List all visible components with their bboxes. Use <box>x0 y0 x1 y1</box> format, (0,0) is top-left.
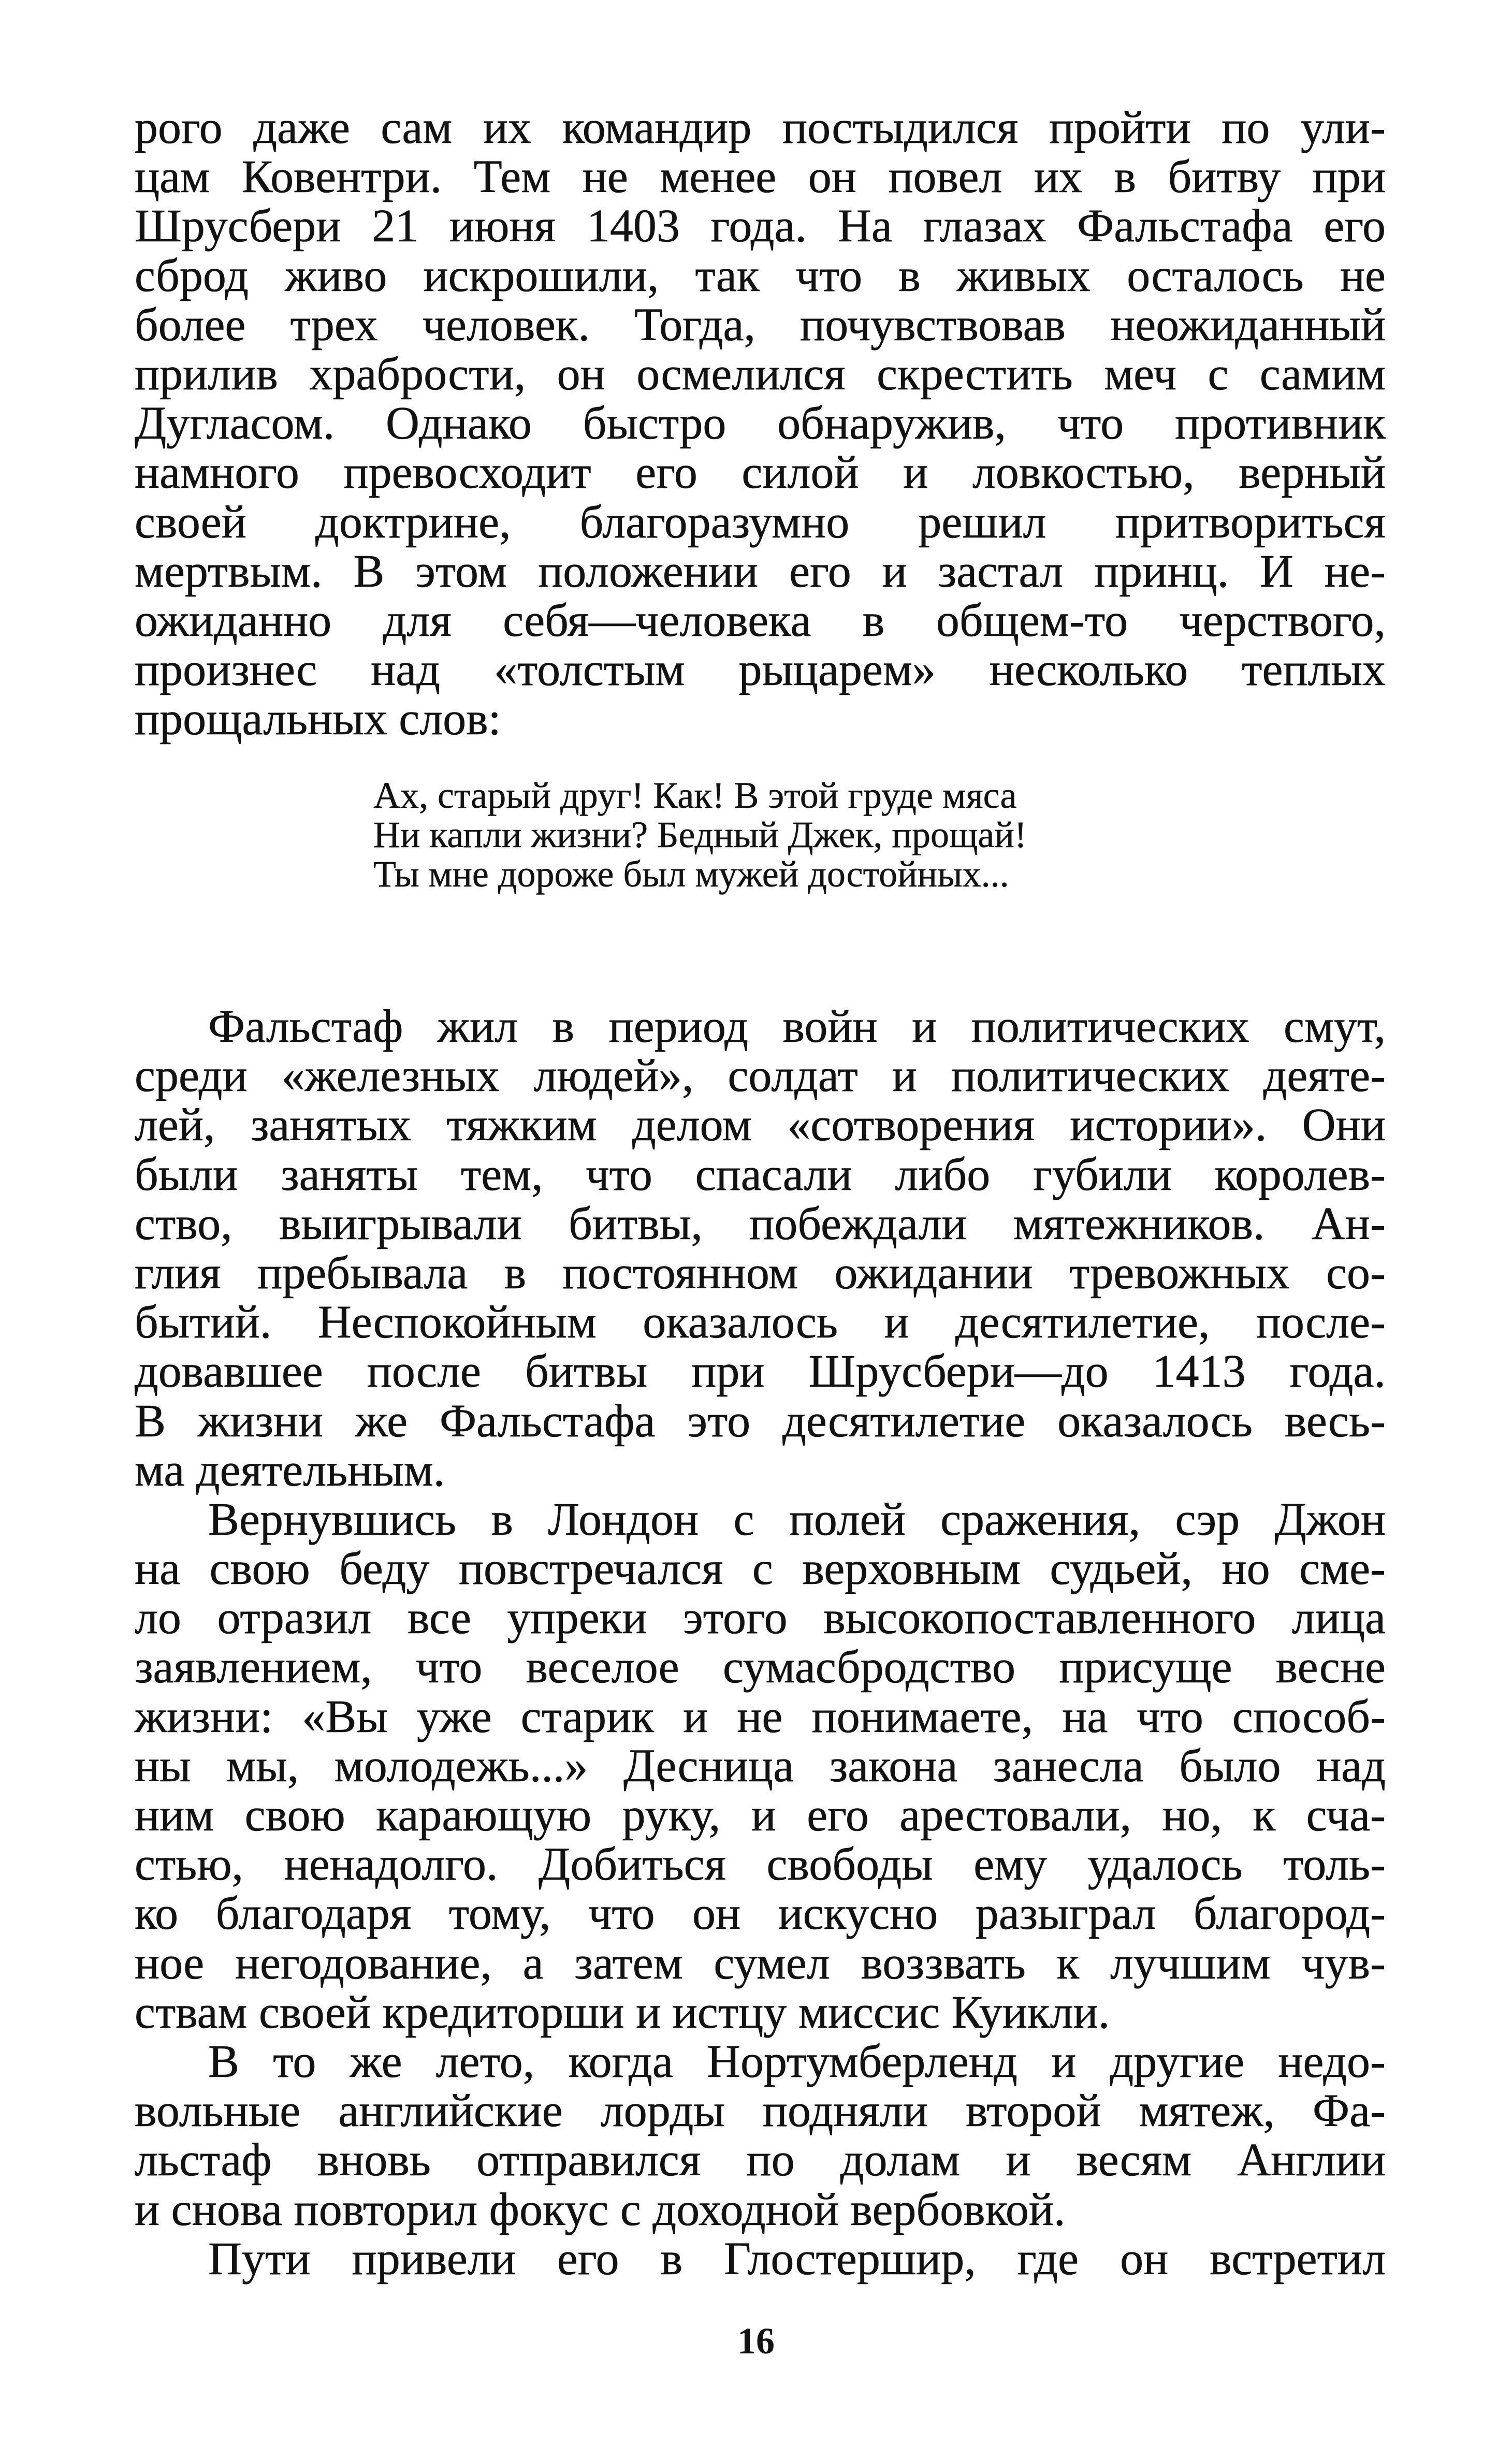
text-line: стью, ненадолго. Добиться свободы ему удалось толь- <box>135 1839 1386 1890</box>
paragraph <box>135 1495 1386 2037</box>
text-line: глия пребывала в постоянном ожидании тревожных со- <box>135 1247 1386 1299</box>
text-line: Фальстаф жил в период войн и политических смут, <box>208 1001 1386 1052</box>
text-line: Дугласом. Однако быстро обнаружив, что противник <box>135 398 1386 449</box>
text-line: и снова повторил фокус с доходной вербовкой. <box>135 2184 1066 2235</box>
text-line: сброд живо искрошили, так что в живых осталось не <box>135 250 1386 301</box>
verse-line: Ты мне дороже был мужей достойных... <box>373 853 1009 895</box>
paragraph <box>135 103 1386 744</box>
text-line: В то же лето, когда Нортумберленд и другие недо- <box>208 2035 1386 2087</box>
text-line: Шрусбери 21 июня 1403 года. На глазах Фальстафа его <box>135 200 1386 252</box>
text-line: ствам своей кредиторши и истцу миссис Куикли. <box>135 1986 1110 2038</box>
text-line: своей доктрине, благоразумно решил притвориться <box>135 496 1386 548</box>
text-line: были заняты тем, что спасали либо губили королев- <box>135 1148 1386 1200</box>
paragraph <box>135 2234 1386 2284</box>
text-line: мертвым. В этом положении его и застал принц. И не- <box>135 545 1386 597</box>
text-line: ма деятельным. <box>135 1444 445 1496</box>
text-line: льстаф вновь отправился по долам и весям Англии <box>135 2134 1386 2186</box>
text-line: лей, занятых тяжким делом «сотворения истории». Они <box>135 1099 1386 1151</box>
paragraph <box>135 1002 1386 1495</box>
text-line: Пути привели его в Глостершир, где он встретил <box>208 2233 1386 2285</box>
text-line: ожиданно для себя—человека в общем-то черствого, <box>135 594 1386 646</box>
text-line: бытий. Неспокойным оказалось и десятилетие, после- <box>135 1297 1386 1348</box>
text-line: вольные английские лорды подняли второй мятеж, Фа- <box>135 2085 1386 2137</box>
text-line: среди «железных людей», солдат и политических деяте- <box>135 1050 1386 1102</box>
text-line: на свою беду повстречался с верховным судьей, но сме- <box>135 1543 1386 1595</box>
text-line: ное негодование, а затем сумел воззвать к лучшим чув- <box>135 1937 1386 1989</box>
text-line: довавшее после битвы при Шрусбери—до 1413 года. <box>135 1346 1386 1398</box>
page-number: 16 <box>737 2320 775 2362</box>
text-line: Вернувшись в Лондон с полей сражения, сэр Джон <box>208 1493 1386 1545</box>
text-line: В жизни же Фальстафа это десятилетие оказалось весь- <box>135 1395 1386 1447</box>
text-line: жизни: «Вы уже старик и не понимаете, на что способ- <box>135 1691 1386 1742</box>
text-line: более трех человек. Тогда, почувствовав неожиданный <box>135 299 1386 351</box>
text-line: ним свою карающую руку, и его арестовали, но, к сча- <box>135 1790 1386 1841</box>
text-line: рого даже сам их командир постыдился пройти по ули- <box>135 102 1386 153</box>
text-line: цам Ковентри. Тем не менее он повел их в битву при <box>135 151 1386 203</box>
verse-block <box>373 776 1357 894</box>
verse-line: Ни капли жизни? Бедный Джек, прощай! <box>373 814 1027 855</box>
verse-line: Ах, старый друг! Как! В этой груде мяса <box>373 775 1017 816</box>
text-line: ко благодаря тому, что он искусно разыграл благород- <box>135 1888 1386 1940</box>
text-line: прощальных слов: <box>135 693 501 745</box>
text-line: заявлением, что веселое сумасбродство присуще весне <box>135 1641 1386 1693</box>
text-line: намного превосходит его силой и ловкостью, верный <box>135 447 1386 499</box>
text-line: ны мы, молодежь...» Десница закона занесла было над <box>135 1740 1386 1792</box>
paragraph <box>135 2037 1386 2234</box>
text-line: ство, выигрывали битвы, побеждали мятежников. Ан- <box>135 1198 1386 1249</box>
text-line: произнес над «толстым рыцарем» несколько теплых <box>135 644 1386 696</box>
text-line: ло отразил все упреки этого высокопоставленного лица <box>135 1592 1386 1644</box>
body-text <box>135 1002 1386 2284</box>
text-line: прилив храбрости, он осмелился скрестить меч с самим <box>135 348 1386 400</box>
